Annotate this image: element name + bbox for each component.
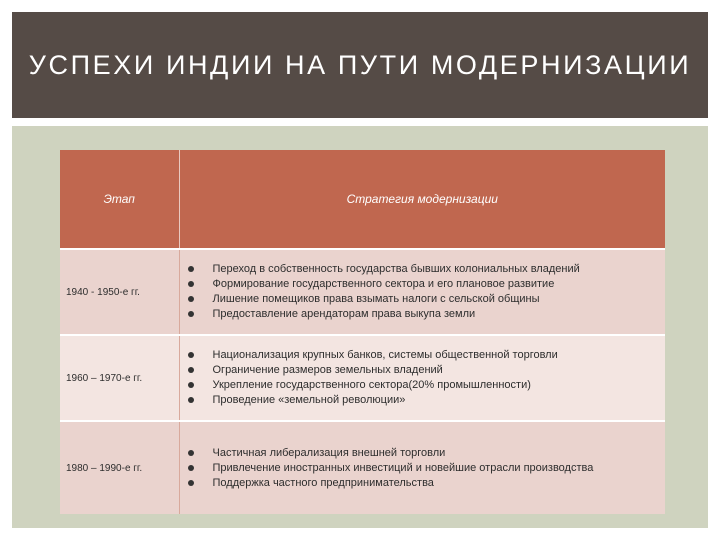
list-item-text: Лишение помещиков права взымать налоги с сельской общины	[212, 293, 540, 305]
list-item	[188, 363, 654, 378]
list-item-text: Формирование государственного сектора и его плановое развитие	[212, 278, 555, 290]
strategy-list	[180, 446, 666, 491]
modernization-table	[60, 150, 665, 514]
bullet-icon	[188, 266, 194, 272]
table-row	[60, 335, 665, 421]
list-item-text: Проведение «земельной революции»	[212, 394, 406, 406]
list-item-text: Предоставление арендаторам права выкупа земли	[212, 308, 476, 320]
list-item	[188, 476, 654, 491]
list-item	[188, 277, 654, 292]
list-item	[188, 393, 654, 408]
strategy-cell	[179, 249, 665, 335]
strategy-cell	[179, 421, 665, 514]
stage-cell: 1940 - 1950-е гг.	[60, 249, 179, 335]
list-item	[188, 262, 654, 277]
list-item	[188, 446, 654, 461]
slide-header	[12, 12, 708, 118]
bullet-icon	[188, 281, 194, 287]
slide-title: УСПЕХИ ИНДИИ НА ПУТИ МОДЕРНИЗАЦИИ	[28, 49, 692, 80]
bullet-icon	[188, 382, 194, 388]
list-item-text: Укрепление государственного сектора(20% промышленности)	[212, 379, 531, 391]
column-header-stage: Этап	[60, 150, 179, 249]
list-item-text: Частичная либерализация внешней торговли	[212, 446, 446, 459]
list-item-text: Поддержка частного предпринимательства	[212, 476, 434, 489]
list-item	[188, 378, 654, 393]
bullet-icon	[188, 296, 194, 302]
list-item-text: Ограничение размеров земельных владений	[212, 364, 443, 376]
strategy-list	[180, 348, 666, 408]
bullet-icon	[188, 465, 194, 471]
table-row	[60, 421, 665, 514]
bullet-icon	[188, 352, 194, 358]
bullet-icon	[188, 311, 194, 317]
bullet-icon	[188, 367, 194, 373]
table-row	[60, 249, 665, 335]
list-item-text: Привлечение иностранных инвестиций и новейшие отрасли производства	[212, 461, 594, 474]
list-item	[188, 307, 654, 322]
list-item-text: Национализация крупных банков, системы общественной торговли	[212, 349, 558, 361]
stage-cell: 1960 – 1970-е гг.	[60, 335, 179, 421]
column-header-strategy: Стратегия модернизации	[179, 150, 665, 249]
list-item	[188, 292, 654, 307]
bullet-icon	[188, 480, 194, 486]
list-item	[188, 461, 654, 476]
bullet-icon	[188, 397, 194, 403]
list-item-text: Переход в собственность государства бывших колониальных владений	[212, 263, 580, 275]
table-header-row	[60, 150, 665, 249]
strategy-list	[180, 262, 666, 322]
stage-cell: 1980 – 1990-е гг.	[60, 421, 179, 514]
list-item	[188, 348, 654, 363]
bullet-icon	[188, 450, 194, 456]
strategy-cell	[179, 335, 665, 421]
